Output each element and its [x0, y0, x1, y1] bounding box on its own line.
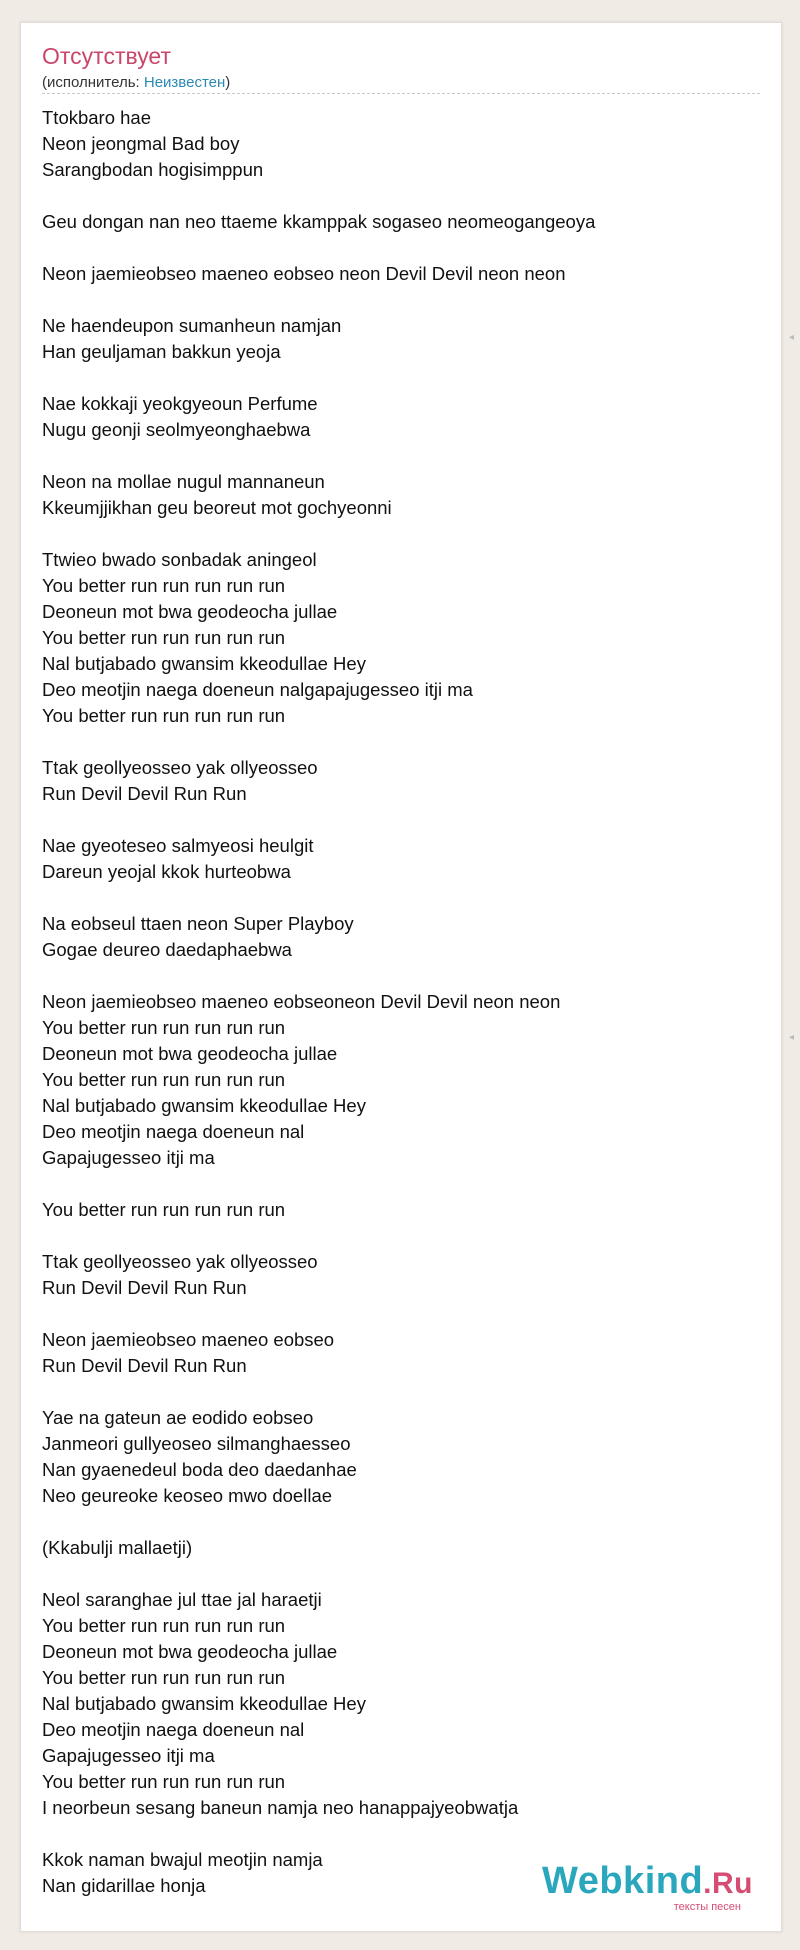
lyric-blank-line	[42, 521, 595, 547]
lyric-line: Deo meotjin naega doeneun nal	[42, 1121, 305, 1142]
lyric-line: Ttokbaro hae	[42, 107, 152, 128]
lyric-line: Nan gidarillae honja	[42, 1875, 206, 1896]
lyric-blank-line	[42, 1223, 595, 1249]
lyric-line: Neol saranghae jul ttae jal haraetji	[42, 1589, 322, 1610]
lyrics-card	[20, 22, 782, 1932]
lyric-line: Nan gyaenedeul boda deo daedanhae	[42, 1459, 357, 1480]
lyric-line: Neon jaemieobseo maeneo eobseo neon Devil Devil neon neon	[42, 263, 566, 284]
lyric-line: Na eobseul ttaen neon Super Playboy	[42, 913, 354, 934]
lyric-line: You better run run run run run	[42, 1667, 286, 1688]
lyric-blank-line	[42, 235, 595, 261]
lyric-blank-line	[42, 1561, 595, 1587]
site-logo[interactable]	[542, 1862, 753, 1913]
performer-line	[42, 74, 230, 91]
lyric-line: You better run run run run run	[42, 1771, 286, 1792]
lyric-blank-line	[42, 287, 595, 313]
performer-suffix: )	[225, 74, 231, 91]
lyric-line: You better run run run run run	[42, 1017, 286, 1038]
lyric-blank-line	[42, 1171, 595, 1197]
lyric-line: Dareun yeojal kkok hurteobwa	[42, 861, 291, 882]
lyric-blank-line	[42, 1509, 595, 1535]
lyric-line: Ttak geollyeosseo yak ollyeosseo	[42, 1251, 318, 1272]
lyric-line: Deo meotjin naega doeneun nal	[42, 1719, 305, 1740]
scroll-marker-icon: ◂	[788, 332, 794, 343]
lyric-line: Neon jaemieobseo maeneo eobseoneon Devil Devil neon neon	[42, 991, 561, 1012]
lyric-blank-line	[42, 1379, 595, 1405]
lyric-blank-line	[42, 963, 595, 989]
lyric-line: Run Devil Devil Run Run	[42, 1355, 247, 1376]
lyric-line: Neon jeongmal Bad boy	[42, 133, 240, 154]
lyric-line: I neorbeun sesang baneun namja neo hanappajyeobwatja	[42, 1797, 519, 1818]
lyric-line: Gapajugesseo itji ma	[42, 1745, 215, 1766]
logo-name: Webkind	[542, 1860, 704, 1902]
lyric-blank-line	[42, 807, 595, 833]
lyric-line: Neon na mollae nugul mannaneun	[42, 471, 325, 492]
lyric-blank-line	[42, 443, 595, 469]
lyric-line: Nal butjabado gwansim kkeodullae Hey	[42, 1095, 366, 1116]
lyric-line: You better run run run run run	[42, 575, 286, 596]
lyric-line: Nugu geonji seolmyeonghaebwa	[42, 419, 311, 440]
lyric-line: Nal butjabado gwansim kkeodullae Hey	[42, 653, 366, 674]
lyric-blank-line	[42, 183, 595, 209]
lyric-line: You better run run run run run	[42, 1069, 286, 1090]
lyric-line: Janmeori gullyeoseo silmanghaesseo	[42, 1433, 351, 1454]
song-title: Отсутствует	[42, 43, 171, 69]
lyric-line: Nae kokkaji yeokgyeoun Perfume	[42, 393, 318, 414]
lyric-line: You better run run run run run	[42, 705, 286, 726]
lyric-line: Kkok naman bwajul meotjin namja	[42, 1849, 323, 1870]
lyric-line: Kkeumjjikhan geu beoreut mot gochyeonni	[42, 497, 392, 518]
lyric-blank-line	[42, 1821, 595, 1847]
lyrics-text	[42, 105, 595, 1899]
logo-tagline: тексты песен	[673, 1901, 741, 1913]
lyric-line: Neon jaemieobseo maeneo eobseo	[42, 1329, 335, 1350]
lyric-blank-line	[42, 1301, 595, 1327]
lyric-line: Deoneun mot bwa geodeocha jullae	[42, 1043, 338, 1064]
lyric-line: Neo geureoke keoseo mwo doellae	[42, 1485, 333, 1506]
lyric-line: You better run run run run run	[42, 627, 286, 648]
lyric-line: Geu dongan nan neo ttaeme kkamppak sogaseo neomeogangeoya	[42, 211, 596, 232]
lyric-blank-line	[42, 885, 595, 911]
lyric-line: You better run run run run run	[42, 1199, 286, 1220]
title-divider	[42, 93, 760, 94]
lyric-line: Nae gyeoteseo salmyeosi heulgit	[42, 835, 314, 856]
lyric-line: Nal butjabado gwansim kkeodullae Hey	[42, 1693, 366, 1714]
lyric-line: Ttak geollyeosseo yak ollyeosseo	[42, 757, 318, 778]
logo-tld: .Ru	[703, 1867, 753, 1900]
performer-prefix: (исполнитель:	[42, 74, 144, 91]
lyric-blank-line	[42, 729, 595, 755]
lyric-line: Sarangbodan hogisimppun	[42, 159, 264, 180]
lyric-line: Gogae deureo daedaphaebwa	[42, 939, 292, 960]
scroll-marker-icon: ◂	[788, 1032, 794, 1043]
lyric-line: Deoneun mot bwa geodeocha jullae	[42, 1641, 338, 1662]
lyric-line: Yae na gateun ae eodido eobseo	[42, 1407, 314, 1428]
lyric-line: (Kkabulji mallaetji)	[42, 1537, 193, 1558]
lyric-line: Deo meotjin naega doeneun nalgapajugesseo itji ma	[42, 679, 473, 700]
lyric-line: Ne haendeupon sumanheun namjan	[42, 315, 342, 336]
lyric-blank-line	[42, 365, 595, 391]
lyric-line: Gapajugesseo itji ma	[42, 1147, 215, 1168]
lyric-line: Ttwieo bwado sonbadak aningeol	[42, 549, 317, 570]
lyric-line: Run Devil Devil Run Run	[42, 783, 247, 804]
lyric-line: Deoneun mot bwa geodeocha jullae	[42, 601, 338, 622]
lyric-line: Han geuljaman bakkun yeoja	[42, 341, 281, 362]
performer-link[interactable]: Неизвестен	[143, 74, 226, 91]
lyric-line: Run Devil Devil Run Run	[42, 1277, 247, 1298]
lyric-line: You better run run run run run	[42, 1615, 286, 1636]
